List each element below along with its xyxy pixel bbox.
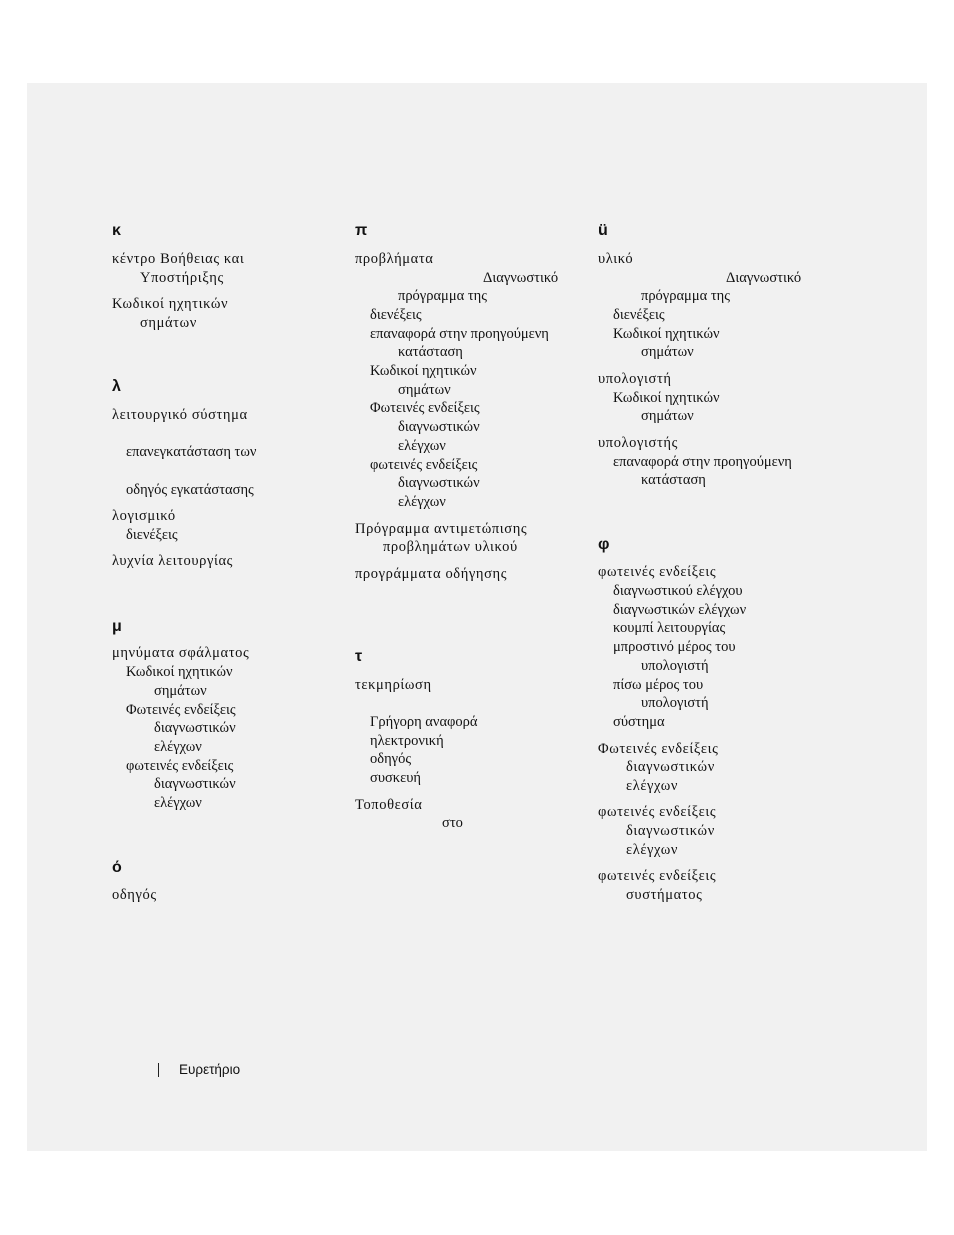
index-entry: υλικό — [598, 251, 634, 267]
index-subentry: Φωτεινές ενδείξεις — [126, 702, 236, 718]
index-subentry-cont: κατάσταση — [641, 472, 706, 488]
index-subentry: Γρήγορη αναφορά — [370, 714, 478, 730]
index-subentry-cont: ελέγχων — [398, 438, 446, 454]
index-subentry: οδηγός εγκατάστασης — [126, 482, 254, 498]
index-entry: φωτεινές ενδείξεις — [598, 804, 717, 820]
index-subentry-cont: πρόγραμμα της — [641, 288, 730, 304]
index-entry: Τοποθεσία — [355, 797, 423, 813]
index-entry: τεκμηρίωση — [355, 677, 432, 693]
index-entry-cont: Υποστήριξης — [140, 270, 224, 286]
index-entry: φωτεινές ενδείξεις — [598, 868, 717, 884]
index-subentry-cont: σημάτων — [154, 683, 207, 699]
index-subentry-cont: ελέγχων — [154, 795, 202, 811]
index-subentry: Διαγνωστικό — [726, 270, 802, 286]
index-subentry: επαναφορά στην προηγούμενη — [613, 454, 792, 470]
section-letter-u: ü — [598, 222, 608, 239]
index-subentry: συσκευή — [370, 770, 421, 786]
index-entry: προγράμματα οδήγησης — [355, 566, 508, 582]
section-letter-l: λ — [112, 378, 121, 395]
index-entry: υπολογιστής — [598, 435, 678, 451]
index-subentry: πίσω μέρος του — [613, 677, 704, 693]
index-subentry-cont: διαγνωστικών — [154, 776, 236, 792]
index-subentry: κουμπί λειτουργίας — [613, 620, 726, 636]
section-letter-p: π — [355, 222, 368, 239]
index-subentry-cont: σημάτων — [641, 344, 694, 360]
index-subentry: διενέξεις — [370, 307, 422, 323]
index-entry: Πρόγραμμα αντιμετώπισης — [355, 521, 528, 537]
index-subentry: επαναφορά στην προηγούμενη — [370, 326, 549, 342]
section-letter-k: κ — [112, 222, 121, 239]
index-subentry: διαγνωστικού ελέγχου — [613, 583, 743, 599]
index-subentry: φωτεινές ενδείξεις — [370, 457, 478, 473]
index-subentry: διενέξεις — [613, 307, 665, 323]
index-entry-cont: προβλημάτων υλικού — [383, 539, 518, 555]
index-entry: προβλήματα — [355, 251, 434, 267]
index-subentry-cont: διαγνωστικών — [398, 475, 480, 491]
index-subentry-cont: πρόγραμμα της — [398, 288, 487, 304]
index-entry: οδηγός — [112, 887, 157, 903]
index-subentry: επανεγκατάσταση των — [126, 444, 257, 460]
page-background — [27, 83, 927, 1151]
index-entry: λογισμικό — [112, 508, 176, 524]
index-entry-cont: ελέγχων — [626, 778, 679, 794]
index-subentry: διαγνωστικών ελέγχων — [613, 602, 747, 618]
index-subentry-cont: υπολογιστή — [641, 658, 709, 674]
index-entry-cont: συστήματος — [626, 887, 703, 903]
index-subentry-cont: ελέγχων — [154, 739, 202, 755]
index-entry: λυχνία λειτουργίας — [112, 553, 234, 569]
index-subentry-cont: ελέγχων — [398, 494, 446, 510]
index-subentry: μπροστινό μέρος του — [613, 639, 736, 655]
index-subentry: Φωτεινές ενδείξεις — [370, 400, 480, 416]
index-subentry: σύστημα — [613, 714, 665, 730]
footer-divider — [158, 1063, 159, 1077]
index-subentry-cont: διαγνωστικών — [154, 720, 236, 736]
index-subentry: ηλεκτρονική — [370, 733, 444, 749]
index-subentry-cont: κατάσταση — [398, 344, 463, 360]
index-subentry: στο — [442, 815, 463, 831]
section-letter-t: τ — [355, 648, 363, 665]
index-entry-cont: διαγνωστικών — [626, 823, 715, 839]
index-entry: μηνύματα σφάλματος — [112, 645, 250, 661]
index-subentry: φωτεινές ενδείξεις — [126, 758, 234, 774]
index-subentry: οδηγός — [370, 751, 412, 767]
index-entry: λειτουργικό σύστημα — [112, 407, 248, 423]
index-subentry: Κωδικοί ηχητικών — [370, 363, 477, 379]
index-subentry: διενέξεις — [126, 527, 178, 543]
section-letter-f: φ — [598, 536, 610, 553]
index-entry-cont: ελέγχων — [626, 842, 679, 858]
index-entry: υπολογιστή — [598, 371, 672, 387]
index-subentry-cont: σημάτων — [641, 408, 694, 424]
index-subentry-cont: υπολογιστή — [641, 695, 709, 711]
index-subentry: Διαγνωστικό — [483, 270, 559, 286]
index-entry: φωτεινές ενδείξεις — [598, 564, 717, 580]
index-subentry-cont: διαγνωστικών — [398, 419, 480, 435]
section-letter-o: ό — [112, 859, 122, 876]
footer-section-label: Ευρετήριο — [179, 1062, 241, 1077]
index-subentry-cont: σημάτων — [398, 382, 451, 398]
index-subentry: Κωδικοί ηχητικών — [126, 664, 233, 680]
index-entry-cont: σημάτων — [140, 315, 197, 331]
section-letter-m: μ — [112, 618, 122, 635]
index-entry: Φωτεινές ενδείξεις — [598, 741, 719, 757]
index-entry: Κωδικοί ηχητικών — [112, 296, 229, 312]
index-subentry: Κωδικοί ηχητικών — [613, 390, 720, 406]
index-entry-cont: διαγνωστικών — [626, 759, 715, 775]
index-subentry: Κωδικοί ηχητικών — [613, 326, 720, 342]
index-entry: κέντρο Βοήθειας και — [112, 251, 245, 267]
